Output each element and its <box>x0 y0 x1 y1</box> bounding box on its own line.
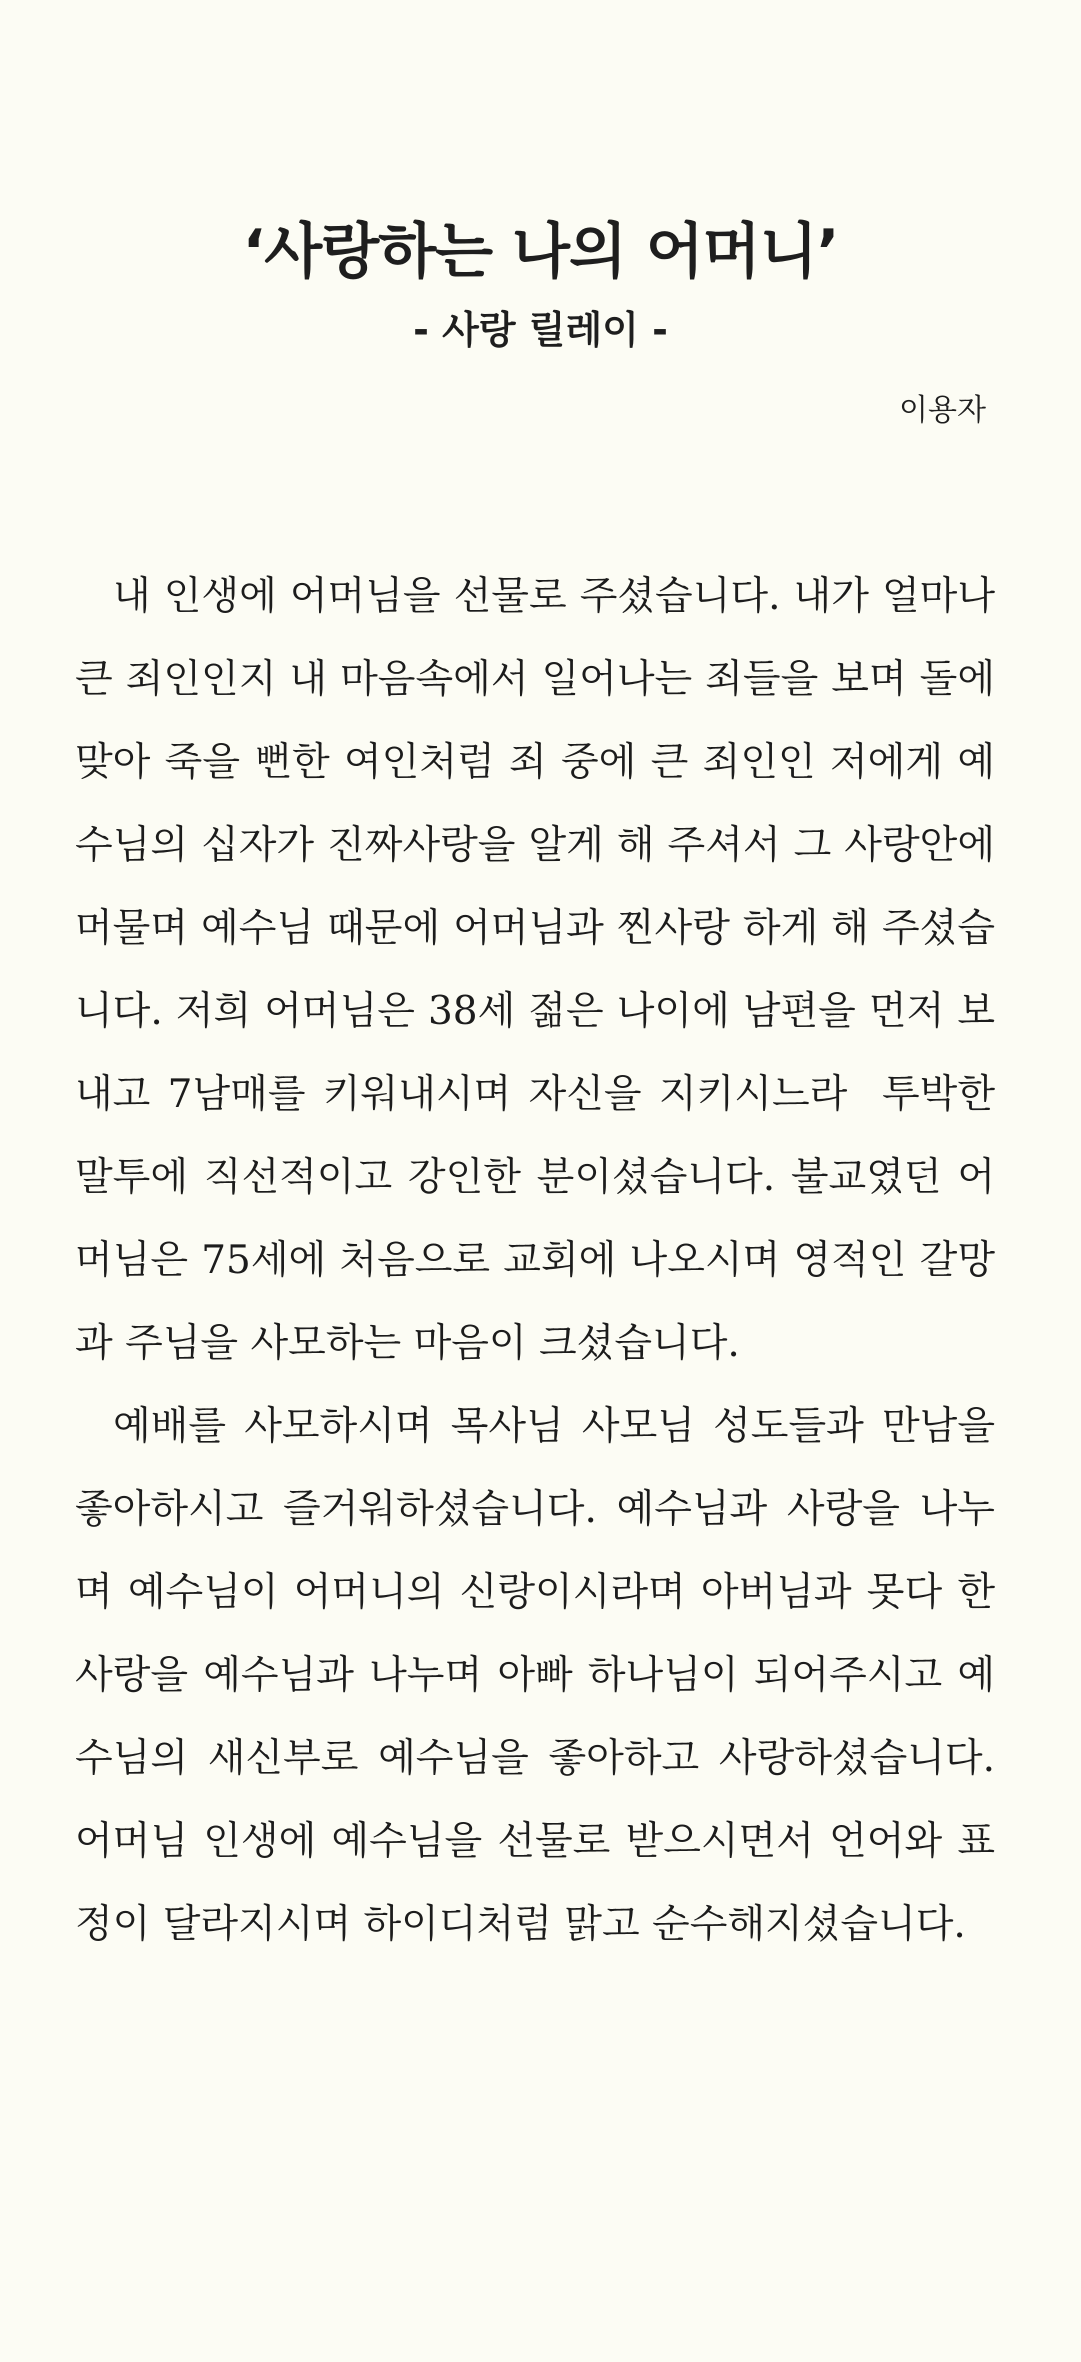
paragraph-1: 내 인생에 어머님을 선물로 주셨습니다. 내가 얼마나 큰 죄인인지 내 마음속에서 일어나는 죄들을 보며 돌에 맞아 죽을 뻔한 여인처럼 죄 중에 큰 죄인인 저에게 예수님의 십자가 진짜사랑을 알게 해 주셔서 그 사랑안에 머물며 예수님 때문에 어머님과 찐사랑 하게 해 주셨습니다. 저희 어머님은 38세 젊은 나이에 남편을 먼저 보내고 7남매를 키워내시며 자신을 지키시느라 투박한 말투에 직선적이고 강인한 분이셨습니다. 불교였던 어머님은 75세에 처음으로 교회에 나오시며 영적인 갈망과 주님을 사모하는 마음이 크셨습니다. <box>75 574 1008 1366</box>
article-title: ‘사랑하는 나의 어머니’ <box>242 217 839 287</box>
article-subtitle: - 사랑 릴레이 - <box>413 308 668 352</box>
paragraph-2: 예배를 사모하시며 목사님 사모님 성도들과 만남을 좋아하시고 즐거워하셨습니다. 예수님과 사랑을 나누며 예수님이 어머니의 신랑이시라며 아버님과 못다 한 사랑을 예수님과 나누며 아빠 하나님이 되어주시고 예수님의 새신부로 예수님을 좋아하고 사랑하셨습니다. 어머님 인생에 예수님을 선물로 받으시면서 언어와 표정이 달라지시며 하이디처럼 맑고 순수해지셨습니다. <box>75 1404 1008 1947</box>
article-author: 이용자 <box>899 393 986 428</box>
article-body <box>75 555 1008 1966</box>
